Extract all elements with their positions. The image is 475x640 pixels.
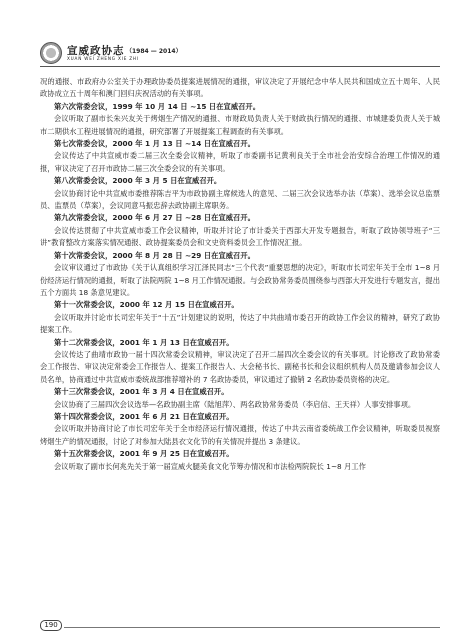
session-heading: 第十三次常委会议，2001 年 3 月 4 日在宣威召开。 [54, 387, 229, 397]
session-paragraph: 会议听取并协商讨论了市长司宏年关于全市经济运行情况通报，传达了中共云南省委统战工作会议精神，听取委员视察烤烟生产的情况通报，讨论了对参加大陆县衣文化节的有关情况并提出 3 条建议。 [40, 424, 440, 446]
session-heading: 第十一次常委会议，2000 年 12 月 15 日在宣威召开。 [54, 300, 239, 310]
book-title: 宣威政协志 [67, 45, 125, 57]
session-heading: 第六次常委会议，1999 年 10 月 14 日 ~15 日在宣威召开。 [54, 101, 261, 111]
session-heading: 第九次常委会议，2000 年 6 月 27 日 ~28 日在宣威召开。 [54, 213, 255, 223]
session-paragraph: 会议传达了中共宣威市委二届三次全委会议精神，听取了市委副书记黄利良关于全市社会治安综合治理工作情况的通报，审议决定了召开市政协二届三次全委会议的有关事项。 [40, 151, 440, 173]
session-paragraph: 会议协商了三届四次会议选举—名政协副主席（陆旭萍）、两名政协常务委员（李启信、王天祥）人事安排事项。 [54, 399, 416, 409]
session-paragraph: 会议协商讨论中共宣威市委推荐陈吉平为市政协副主席候选人的意见、二届三次会议选举办法（草案）、选举会议总监票员、监票员（草案），会议同意马振忠辞去政协副主席职务。 [40, 188, 440, 211]
cppcc-emblem-icon [40, 42, 62, 64]
footer-rule [64, 627, 440, 628]
book-years: （1984 — 2014） [126, 48, 182, 55]
session-paragraph: 会议审议通过了市政协《关于认真组织学习江泽民同志“三个代表”重要思想的决定》，听取市长司宏年关于全市 1~8 月份经济运行情况的通报，听取了法院两院 1~8 月工作情况通报。与会政协常务委员围绕参与西部大开发进行专题发言，提出五个方面共 18 条意见建议。 [40, 263, 440, 297]
session-heading: 第十次常委会议，2000 年 8 月 28 日 ~29 日在宣威召开。 [54, 250, 255, 260]
session-heading: 第十四次常委会议，2001 年 6 月 21 日在宣威召开。 [54, 411, 234, 421]
book-pinyin: XUAN WEI ZHENG XIE ZHI [67, 56, 139, 61]
session-paragraph: 会议听取并讨论市长司宏年关于“十五”计划建议的说明，传达了中共曲靖市委召开的政协工作会议的精神，研究了政协提案工作。 [40, 312, 440, 335]
session-paragraph: 会议传达了曲靖市政协一届十四次常委会议精神，审议决定了召开二届四次全委会议的有关事项。讨论修改了政协常委会工作报告、审议决定常委会工作报告人、提案工作报告人、大会秘书长、副秘书长和会议组织机构人员及邀请参加会议人员名单，协商通过中共宣威市委统战部推荐增补的 7 名政协委员，审议通过了撤销 2 名政协委员资格的决定。 [40, 349, 440, 384]
session-heading: 第十二次常委会议，2001 年 1 月 13 日在宣威召开。 [54, 337, 234, 347]
page-body [40, 76, 440, 473]
session-heading: 第七次常委会议，2000 年 1 月 13 日 ~14 日在宣威召开。 [54, 139, 255, 149]
session-paragraph: 会议传达贯彻了中共宣威市委工作会议精神，听取并讨论了市计委关于西部大开发专题报告，听取了政协领导班子“三讲”教育整改方案落实情况通报、政协提案委员会和文史资料委员会工作情况汇报。 [40, 225, 440, 248]
session-heading: 第八次常委会议，2000 年 3 月 5 日在宣威召开。 [54, 176, 222, 186]
session-paragraph: 会议听取了副市长朱兴友关于烤烟生产情况的通报、市财政局负责人关于财政执行情况的通报、市城建委负责人关于城市二期供水工程进展情况的通报，研究部署了开展提案工程调查的有关事项。 [40, 114, 440, 136]
page-header [40, 40, 440, 67]
session-paragraph: 会议听取了副市长何兆先关于第一届宣威火腿美食文化节筹办情况和市法检两院院长 1~8 月工作 [54, 461, 366, 471]
page-number: 190 [40, 620, 62, 631]
session-paragraph: 况的通报、市政府办公室关于办理政协委员提案进展情况的通报，审议决定了开展纪念中华人民共和国成立五十周年、人民政协成立五十周年和澳门回归庆祝活动的有关事项。 [40, 77, 440, 99]
session-heading: 第十五次常委会议，2001 年 9 月 25 日在宣威召开。 [54, 449, 234, 459]
